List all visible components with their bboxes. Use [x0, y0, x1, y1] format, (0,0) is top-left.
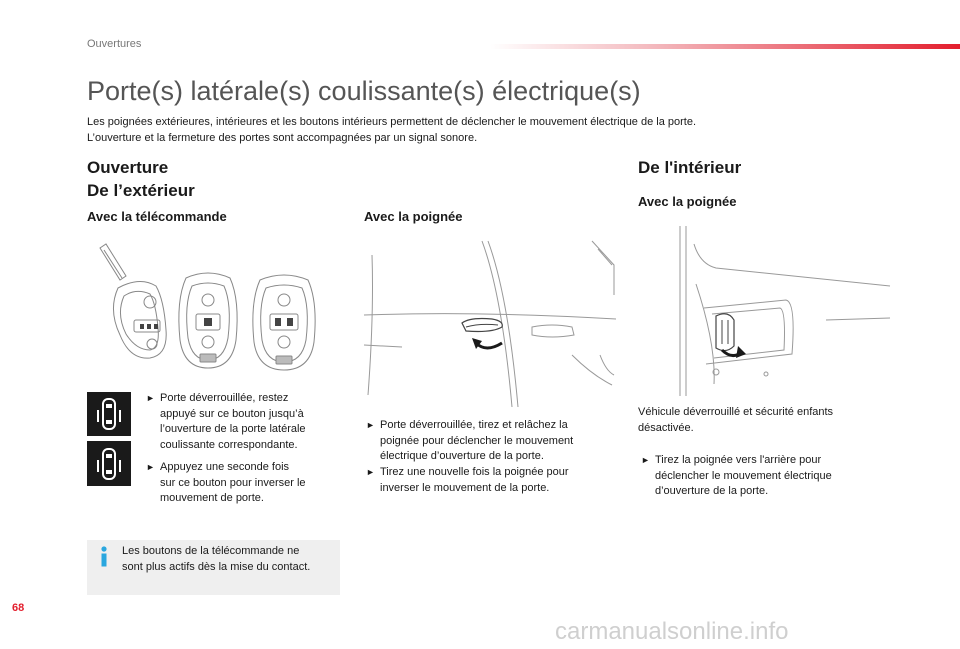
intro-line-1: Les poignées extérieures, intérieures et les boutons intérieurs permettent de déclencher le mouvement électrique de la porte. [87, 116, 697, 128]
interior-handle-illustration [676, 224, 892, 396]
text-line: inverser le mouvement de la porte. [380, 481, 550, 494]
bullet-marker: ► [146, 462, 155, 472]
heading-exterieur: De l’extérieur [87, 181, 195, 200]
text-line: l’ouverture de la porte latérale [160, 423, 306, 435]
text-line: Tirez une nouvelle fois la poignée pour [380, 466, 569, 478]
subheading-handle-interior: Avec la poignée [638, 194, 737, 209]
text-line: électrique d’ouverture de la porte. [380, 450, 544, 462]
heading-interieur: De l'intérieur [638, 158, 742, 177]
text-line: poignée pour déclencher le mouvement [380, 434, 574, 447]
text-line: appuyé sur ce bouton jusqu’à [160, 407, 304, 420]
text-line: sur ce bouton pour inverser le [160, 476, 306, 489]
remote-bullet-2 [146, 460, 336, 507]
page-title: Porte(s) latérale(s) coulissante(s) électrique(s) [87, 76, 641, 106]
text-line: Appuyez une seconde fois [160, 461, 290, 473]
text-line: désactivée. [638, 421, 694, 434]
text-line: déclencher le mouvement électrique [655, 469, 832, 482]
bullet-marker: ► [641, 455, 650, 465]
info-icon [97, 546, 111, 568]
watermark: carmanualsonline.info [555, 618, 789, 645]
bullet-marker: ► [366, 467, 375, 477]
text-line: Porte déverrouillée, restez [160, 392, 289, 404]
text-line: coulissante correspondante. [160, 438, 298, 451]
bullet-marker: ► [146, 393, 155, 403]
right-bullet-1 [641, 453, 881, 500]
info-box [87, 540, 340, 595]
open-door-button-icon [87, 392, 131, 436]
header-accent-bar [490, 44, 960, 49]
page-number: 68 [12, 602, 25, 614]
remote-keys-illustration [90, 240, 340, 380]
text-line: Porte déverrouillée, tirez et relâchez la [380, 419, 568, 431]
section-header: Ouvertures [87, 38, 142, 50]
text-line: Les boutons de la télécommande ne [122, 545, 300, 557]
intro-paragraph [87, 114, 847, 146]
middle-bullet-2 [366, 465, 606, 496]
intro-line-2: L’ouverture et la fermeture des portes sont accompagnées par un signal sonore. [87, 132, 478, 144]
text-line: Véhicule déverrouillé et sécurité enfants [638, 406, 834, 418]
heading-ouverture: Ouverture [87, 158, 169, 177]
text-line: mouvement de porte. [160, 492, 264, 504]
text-line: sont plus actifs dès la mise du contact. [122, 560, 311, 573]
interior-condition [638, 405, 878, 436]
bullet-marker: ► [366, 420, 375, 430]
subheading-remote: Avec la télécommande [87, 209, 227, 224]
subheading-handle-exterior: Avec la poignée [364, 209, 463, 224]
info-text [122, 544, 337, 575]
middle-bullet-1 [366, 418, 606, 465]
text-line: d’ouverture de la porte. [655, 485, 769, 497]
remote-bullet-1 [146, 391, 336, 453]
exterior-handle-illustration [362, 235, 617, 407]
reverse-door-button-icon [87, 441, 131, 486]
text-line: Tirez la poignée vers l'arrière pour [655, 454, 822, 466]
